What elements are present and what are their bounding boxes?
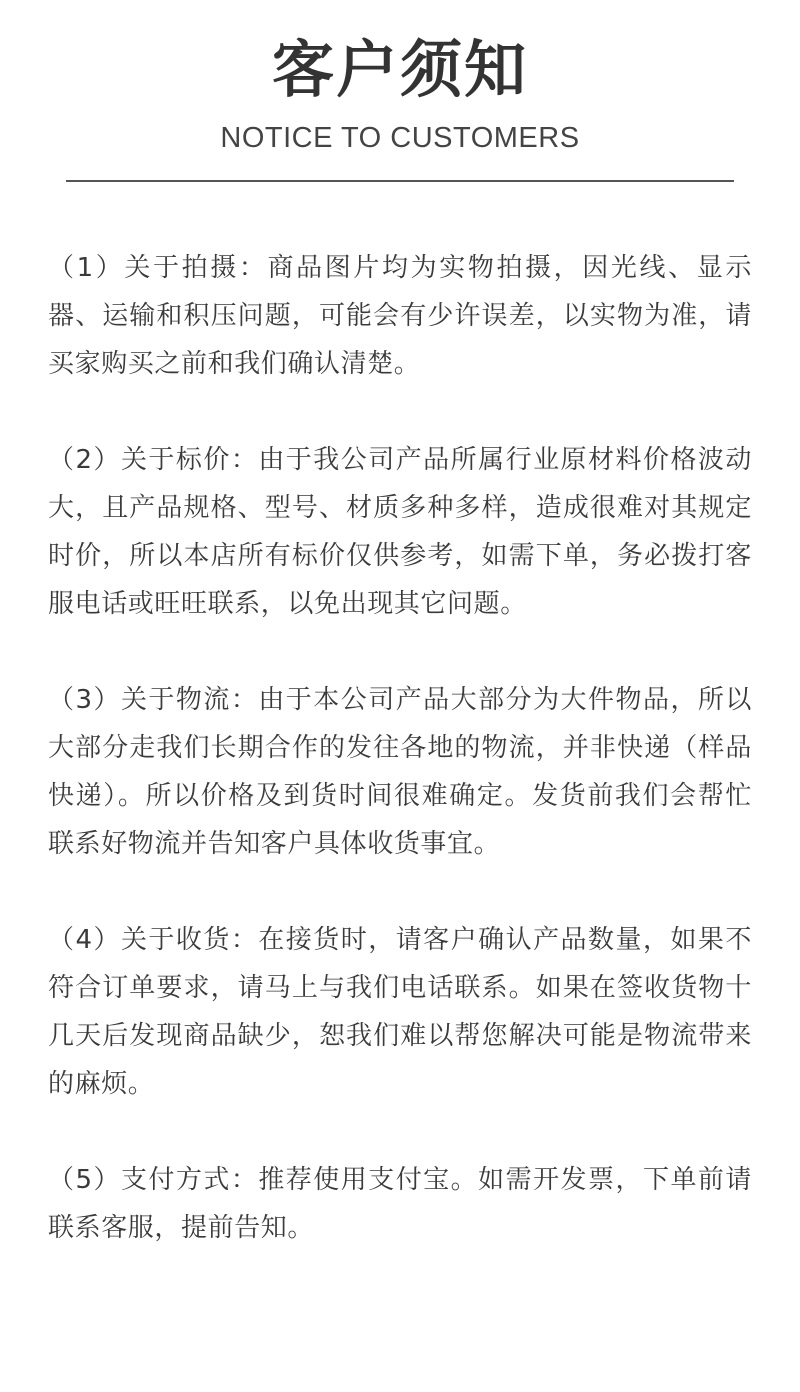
- notice-header: [0, 0, 800, 190]
- notice-item-receiving: （4）关于收货：在接货时，请客户确认产品数量，如果不符合订单要求，请马上与我们电话联系。如果在签收货物十几天后发现商品缺少，恕我们难以帮您解决可能是物流带来的麻烦。: [48, 925, 752, 1099]
- notice-item-logistics: （3）关于物流：由于本公司产品大部分为大件物品，所以大部分走我们长期合作的发往各地的物流，并非快递（样品快递）。所以价格及到货时间很难确定。发货前我们会帮忙联系好物流并告知客户具体收货事宜。: [48, 685, 752, 859]
- notice-item-pricing: （2）关于标价：由于我公司产品所属行业原材料价格波动大，且产品规格、型号、材质多种多样，造成很难对其规定时价，所以本店所有标价仅供参考，如需下单，务必拨打客服电话或旺旺联系，以免出现其它问题。: [48, 445, 752, 619]
- page-title: 客户须知: [271, 33, 528, 106]
- notice-list: [48, 244, 752, 1300]
- page-subtitle: NOTICE TO CUSTOMERS: [220, 122, 580, 154]
- header-divider: [66, 180, 734, 182]
- notice-item-photography: （1）关于拍摄：商品图片均为实物拍摄，因光线、显示器、运输和积压问题，可能会有少许误差，以实物为准，请买家购买之前和我们确认清楚。: [48, 253, 752, 379]
- notice-item-payment: （5）支付方式：推荐使用支付宝。如需开发票，下单前请联系客服，提前告知。: [48, 1165, 752, 1243]
